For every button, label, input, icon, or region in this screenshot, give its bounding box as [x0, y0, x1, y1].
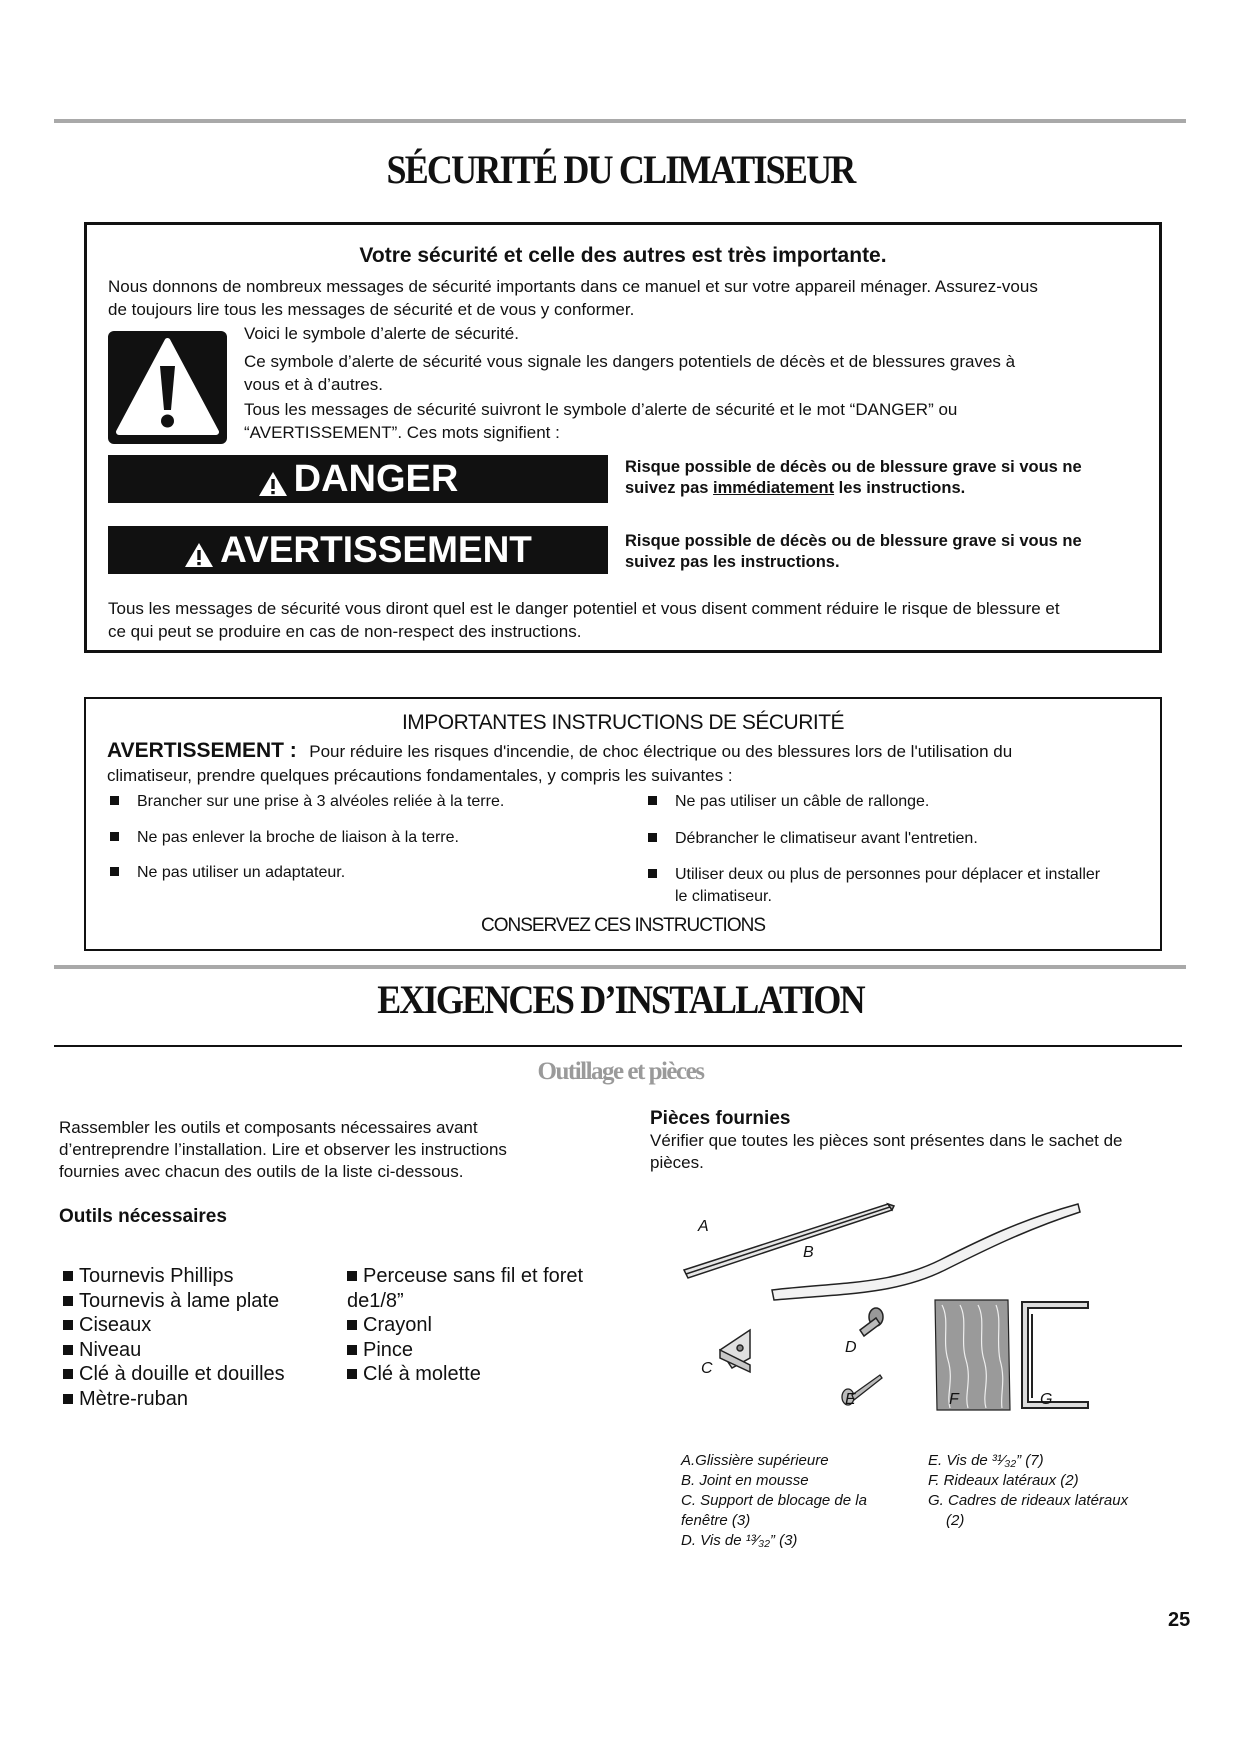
instructions-heading: IMPORTANTES INSTRUCTIONS DE SÉCURITÉ	[401, 711, 845, 734]
tool-item: Clé à molette	[347, 1362, 583, 1387]
figure-label-f: F	[949, 1391, 959, 1408]
safety-intro-1: Nous donnons de nombreux messages de sécurité importants dans ce manuel et sur votre appareil ménager. Assurez-vous	[108, 277, 1038, 296]
figure-label-e: E	[845, 1391, 856, 1408]
instruction-item: Utiliser deux ou plus de personnes pour déplacer et installer	[648, 864, 1100, 886]
tool-item: Ciseaux	[63, 1313, 285, 1338]
symbol-desc-1: Ce symbole d’alerte de sécurité vous signale les dangers potentiels de décès et de blessures graves à	[244, 352, 1016, 371]
messages-2: “AVERTISSEMENT”. Ces mots signifient :	[244, 423, 560, 442]
tool-item: Niveau	[63, 1338, 285, 1363]
parts-captions-right: E. Vis de ³¹⁄₃₂” (7) F. Rideaux latéraux (2) G. Cadres de rideaux latéraux (2)	[928, 1452, 1129, 1529]
danger-label: DANGER	[293, 457, 459, 500]
danger-alert-icon	[258, 465, 288, 493]
danger-text-2: suivez pas immédiatement les instructions.	[625, 479, 966, 497]
safety-footer-1: Tous les messages de sécurité vous diront quel est le danger potentiel et vous disent comment réduire le risque de blessure et	[108, 599, 1060, 618]
top-rule	[54, 119, 1186, 123]
figure-label-d: D	[845, 1339, 857, 1356]
instruction-item: Brancher sur une prise à 3 alvéoles reliée à la terre.	[110, 791, 504, 813]
figure-label-a: A	[698, 1218, 709, 1235]
instruction-item: Ne pas enlever la broche de liaison à la terre.	[110, 827, 459, 849]
instruction-item: Ne pas utiliser un câble de rallonge.	[648, 791, 929, 813]
tool-item: Perceuse sans fil et foret	[347, 1264, 583, 1289]
parts-illustration	[680, 1190, 1100, 1420]
instructions-box	[84, 697, 1162, 951]
subsection-title: Outillage et pièces	[537, 1058, 704, 1085]
screw-d-part	[860, 1308, 883, 1336]
warning-text-1: Risque possible de décès ou de blessure grave si vous ne	[625, 532, 1082, 550]
tool-item-cont: de1/8”	[347, 1289, 404, 1312]
tool-item: Crayonl	[347, 1313, 583, 1338]
parts-heading: Pièces fournies	[650, 1108, 791, 1129]
instruction-item: Ne pas utiliser un adaptateur.	[110, 862, 345, 884]
symbol-desc-2: vous et à d’autres.	[244, 375, 383, 394]
tool-item: Mètre-ruban	[63, 1387, 285, 1412]
mid-rule	[54, 965, 1186, 969]
window-lock-bracket-part	[720, 1330, 750, 1372]
page-title-securite: SÉCURITÉ DU CLIMATISEUR	[386, 147, 855, 192]
top-rail-part	[684, 1204, 894, 1278]
tool-item: Clé à douille et douilles	[63, 1362, 285, 1387]
tool-item: Pince	[347, 1338, 583, 1363]
figure-label-g: G	[1040, 1391, 1053, 1408]
instructions-warning-text-2: climatiseur, prendre quelques précautions fondamentales, y compris les suivantes :	[107, 766, 733, 785]
figure-label-c: C	[701, 1360, 713, 1377]
instructions-warning-label: AVERTISSEMENT :	[107, 739, 297, 762]
instructions-warning	[107, 739, 1012, 763]
danger-text	[625, 457, 1082, 499]
parts-captions-left: A.Glissière supérieure B. Joint en mousse C. Support de blocage de la fenêtre (3) D. Vis de ¹³⁄₃₂” (3)	[681, 1452, 867, 1549]
warning-text-2: suivez pas les instructions.	[625, 553, 840, 571]
page-number: 25	[1168, 1609, 1191, 1631]
instructions-warning-text-1: Pour réduire les risques d'incendie, de choc électrique ou des blessures lors de l'utilisation du	[309, 742, 1013, 761]
danger-bar	[108, 455, 608, 503]
warning-alert-icon	[184, 536, 214, 564]
safety-intro-2: de toujours lire tous les messages de sécurité et de vous y conformer.	[108, 300, 635, 319]
tools-right-list	[347, 1264, 583, 1387]
tools-intro: Rassembler les outils et composants nécessaires avant d’entreprendre l’installation. Lire et observer les instructions fournies avec chacun des outils de la liste ci-dessous.	[59, 1118, 507, 1181]
warning-label: AVERTISSEMENT	[220, 529, 532, 570]
instruction-item-cont: le climatiseur.	[675, 888, 772, 905]
foam-seal-part	[772, 1204, 1080, 1300]
tools-heading: Outils nécessaires	[59, 1206, 227, 1227]
safety-footer-2: ce qui peut se produire en cas de non-respect des instructions.	[108, 622, 582, 641]
curtain-frame-part	[1022, 1302, 1088, 1408]
danger-text-1: Risque possible de décès ou de blessure grave si vous ne	[625, 458, 1082, 476]
figure-label-b: B	[803, 1244, 814, 1261]
tool-item: Tournevis Phillips	[63, 1264, 285, 1289]
page-title-installation: EXIGENCES D’INSTALLATION	[377, 977, 864, 1022]
parts-intro: Vérifier que toutes les pièces sont présentes dans le sachet de pièces.	[650, 1131, 1123, 1172]
installation-rule	[54, 1045, 1182, 1047]
messages-1: Tous les messages de sécurité suivront le symbole d’alerte de sécurité et le mot “DANGER” ou	[244, 400, 958, 419]
warning-text	[625, 531, 1082, 573]
warning-bar	[108, 526, 608, 574]
safety-alert-symbol-icon	[108, 331, 227, 444]
instructions-footer: CONSERVEZ CES INSTRUCTIONS	[480, 915, 766, 936]
safety-box	[84, 222, 1162, 653]
safety-heading: Votre sécurité et celle des autres est très importante.	[359, 244, 887, 267]
side-curtain-part	[935, 1300, 1010, 1410]
instruction-item: Débrancher le climatiseur avant l'entretien.	[648, 828, 978, 850]
tools-left-list	[63, 1264, 285, 1411]
symbol-line: Voici le symbole d’alerte de sécurité.	[244, 324, 519, 343]
tool-item: Tournevis à lame plate	[63, 1289, 285, 1314]
